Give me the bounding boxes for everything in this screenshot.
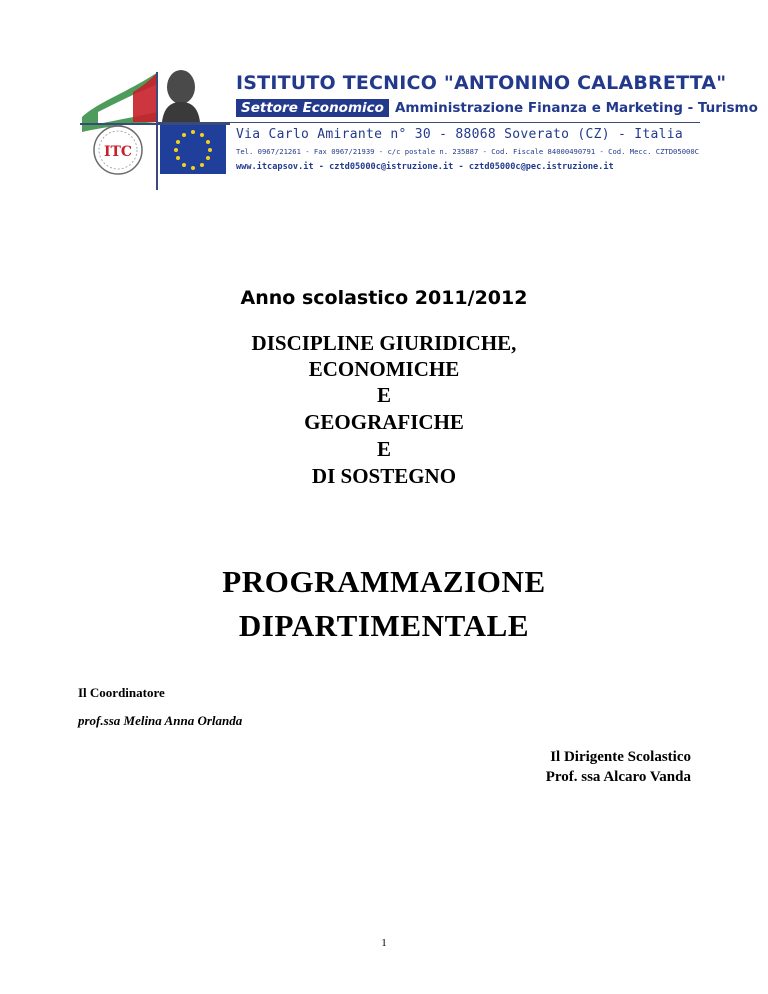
letterhead-vertical-rule [156,72,158,190]
logo-graphic [78,62,228,192]
sector-line [236,100,758,116]
institute-contacts: Tel. 0967/21261 - Fax 0967/21939 - c/c postale n. 235887 - Cod. Fiscale 84000490791 - Cod. Mecc. CZTD05000C [236,147,700,156]
discipline-line-4: GEOGRAFICHE [304,410,464,434]
letterhead-logo-rule [80,123,230,125]
principal-label: Il Dirigente Scolastico [550,749,691,765]
institute-web-emails[interactable]: www.itcapsov.it - cztd05000c@istruzione.it - cztd05000c@pec.istruzione.it [236,162,614,172]
institute-address: Via Carlo Amirante n° 30 - 88068 Soverato (CZ) - Italia [236,127,683,142]
discipline-line-1: DISCIPLINE GIURIDICHE, [251,331,517,355]
title-line-2: DIPARTIMENTALE [238,608,530,643]
school-year: Anno scolastico 2011/2012 [240,287,528,309]
sector-courses: Amministrazione Finanza e Marketing - Turismo [394,100,758,116]
letterhead-divider [158,122,700,123]
institute-logo [78,62,228,192]
discipline-line-2: ECONOMICHE [308,357,460,381]
title-line-1: PROGRAMMAZIONE [222,564,546,599]
coordinator-label: Il Coordinatore [78,685,165,700]
sector-label: Settore Economico [236,99,389,117]
coordinator-name: prof.ssa Melina Anna Orlanda [78,713,243,728]
institute-name: ISTITUTO TECNICO "ANTONINO CALABRETTA" [236,72,727,94]
discipline-line-6: DI SOSTEGNO [311,464,457,488]
svg-text:ITC: ITC [103,144,133,160]
discipline-line-5: E [376,437,391,461]
page-number: 1 [381,937,387,949]
principal-name: Prof. ssa Alcaro Vanda [545,769,691,785]
discipline-line-3: E [376,383,391,407]
